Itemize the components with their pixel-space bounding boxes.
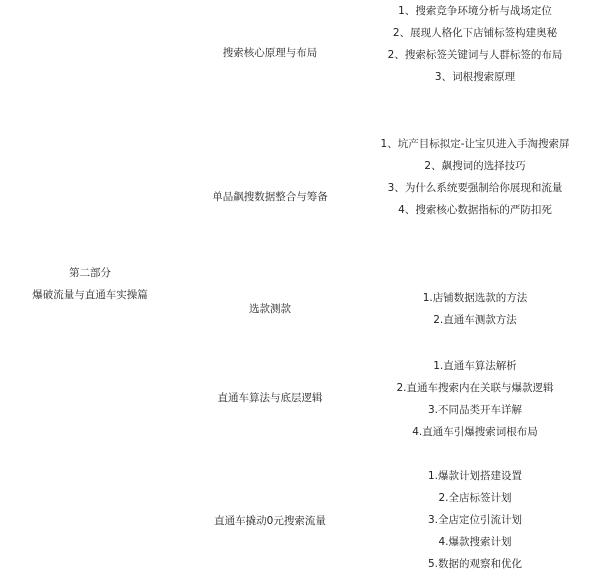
list-item: 2、搜索标签关键词与人群标签的布局 xyxy=(387,49,563,61)
section-label-product-testing: 选款测款 xyxy=(249,303,291,315)
list-item: 2、飙搜词的选择技巧 xyxy=(424,160,526,172)
list-item: 2.全店标签计划 xyxy=(438,492,512,504)
list-item: 4.直通车引爆搜索词根布局 xyxy=(412,426,538,438)
section-items-ztc-free-traffic xyxy=(370,465,580,575)
list-item: 4.爆款搜索计划 xyxy=(438,536,512,548)
part-name: 爆破流量与直通车实操篇 xyxy=(32,289,148,301)
list-item: 2.直通车测款方法 xyxy=(433,314,517,326)
list-item: 1.店铺数据选款的方法 xyxy=(422,292,528,304)
section-items-search-principles xyxy=(370,0,580,88)
section-label-ztc-free-traffic: 直通车撬动0元搜索流量 xyxy=(214,515,326,527)
section-label-search-principles: 搜索核心原理与布局 xyxy=(222,47,318,59)
list-item: 5.数据的观察和优化 xyxy=(427,558,523,570)
list-item: 3、词根搜索原理 xyxy=(434,71,516,83)
list-item: 1、搜索竞争环境分析与战场定位 xyxy=(398,5,552,17)
list-item: 1.直通车算法解析 xyxy=(433,360,517,372)
list-item: 1、坑产目标拟定-让宝贝进入手淘搜索屏 xyxy=(380,138,570,150)
section-items-single-product xyxy=(370,133,580,221)
list-item: 3.不同品类开车详解 xyxy=(427,404,523,416)
list-item: 3.全店定位引流计划 xyxy=(427,514,523,526)
list-item: 2、展现人格化下店铺标签构建奥秘 xyxy=(392,27,558,39)
section-items-product-testing xyxy=(370,287,580,331)
section-items-ztc-algorithm xyxy=(370,355,580,443)
list-item: 3、为什么系统要强制给你展现和流量 xyxy=(387,182,563,194)
section-label-ztc-algorithm: 直通车算法与底层逻辑 xyxy=(217,392,323,404)
part-title xyxy=(0,262,180,306)
list-item: 2.直通车搜索内在关联与爆款逻辑 xyxy=(396,382,554,394)
part-number: 第二部分 xyxy=(69,267,111,279)
list-item: 1.爆款计划搭建设置 xyxy=(427,470,523,482)
list-item: 4、搜索核心数据指标的严防扣死 xyxy=(398,204,552,216)
section-label-single-product: 单品飙搜数据整合与筹备 xyxy=(212,191,328,203)
